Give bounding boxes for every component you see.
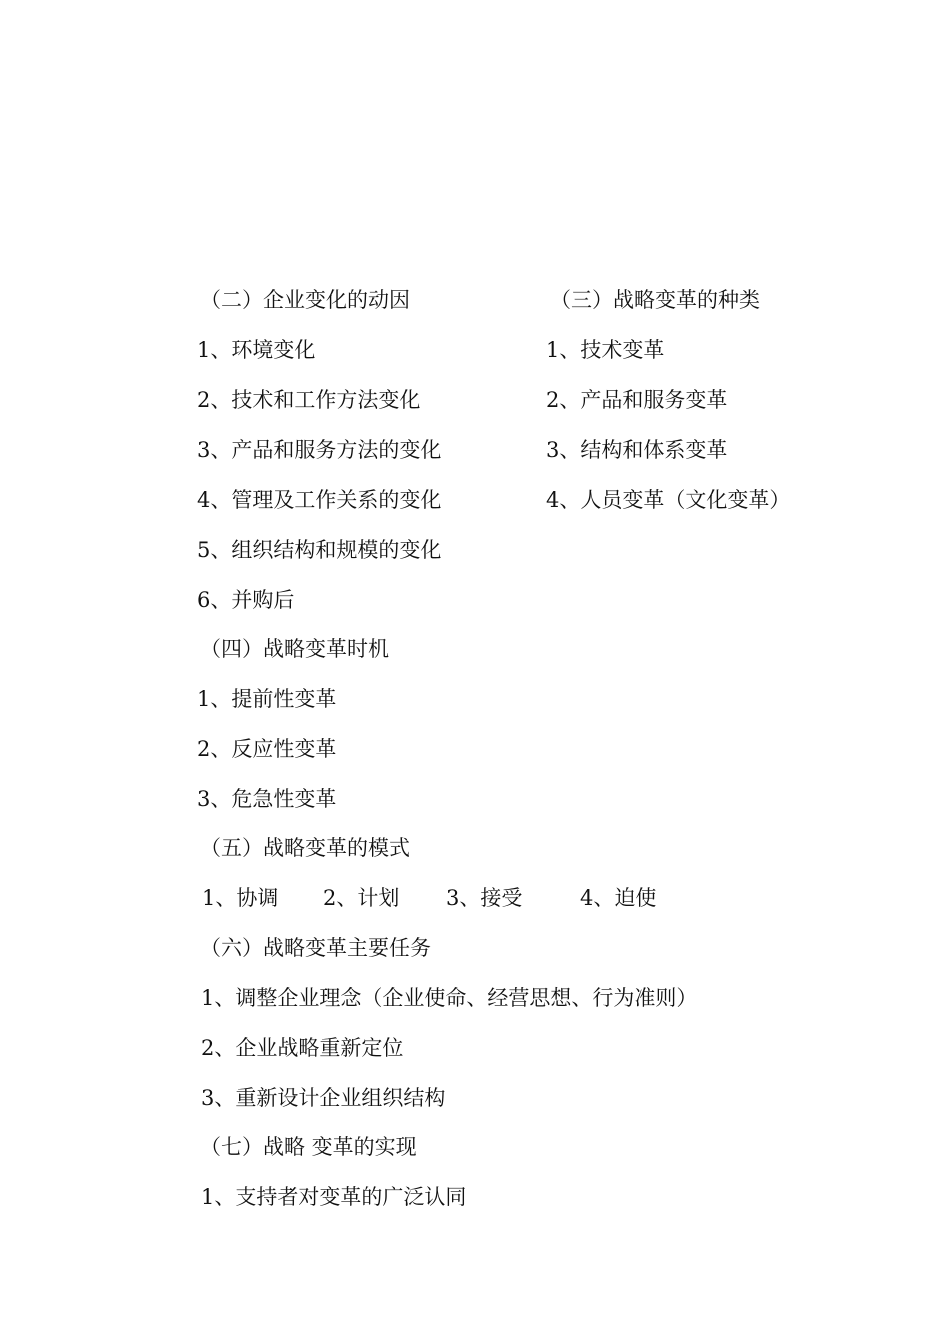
section-6-heading: （六）战略变革主要任务 (200, 936, 431, 960)
section-4-heading: （四）战略变革时机 (200, 637, 389, 661)
section-4-item-1: 1、提前性变革 (197, 687, 337, 711)
section-3-heading: （三）战略变革的种类 (550, 288, 760, 312)
section-6-item-3: 3、重新设计企业组织结构 (201, 1086, 446, 1110)
section-2-item-5: 5、组织结构和规模的变化 (197, 538, 442, 562)
section-5-item-1: 1、协调 (202, 886, 279, 910)
section-5-item-4: 4、迫使 (580, 886, 657, 910)
section-4-item-2: 2、反应性变革 (197, 737, 337, 761)
section-4-item-3: 3、危急性变革 (197, 787, 337, 811)
section-3-item-4: 4、人员变革（文化变革） (546, 488, 791, 512)
section-3-item-3: 3、结构和体系变革 (546, 438, 728, 462)
section-2-item-2: 2、技术和工作方法变化 (197, 388, 421, 412)
section-7-item-1: 1、支持者对变革的广泛认同 (201, 1185, 467, 1209)
section-2-item-1: 1、环境变化 (197, 338, 316, 362)
section-6-item-1: 1、调整企业理念（企业使命、经营思想、行为准则） (201, 986, 698, 1010)
section-6-item-2: 2、企业战略重新定位 (201, 1036, 404, 1060)
section-5-heading: （五）战略变革的模式 (200, 836, 410, 860)
section-2-item-4: 4、管理及工作关系的变化 (197, 488, 442, 512)
section-2-item-6: 6、并购后 (197, 588, 295, 612)
section-2-item-3: 3、产品和服务方法的变化 (197, 438, 442, 462)
section-5-item-2: 2、计划 (323, 886, 400, 910)
section-3-item-2: 2、产品和服务变革 (546, 388, 728, 412)
section-3-item-1: 1、技术变革 (546, 338, 665, 362)
section-2-heading: （二）企业变化的动因 (200, 288, 410, 312)
section-5-item-3: 3、接受 (446, 886, 523, 910)
section-7-heading: （七）战略 变革的实现 (200, 1135, 417, 1159)
